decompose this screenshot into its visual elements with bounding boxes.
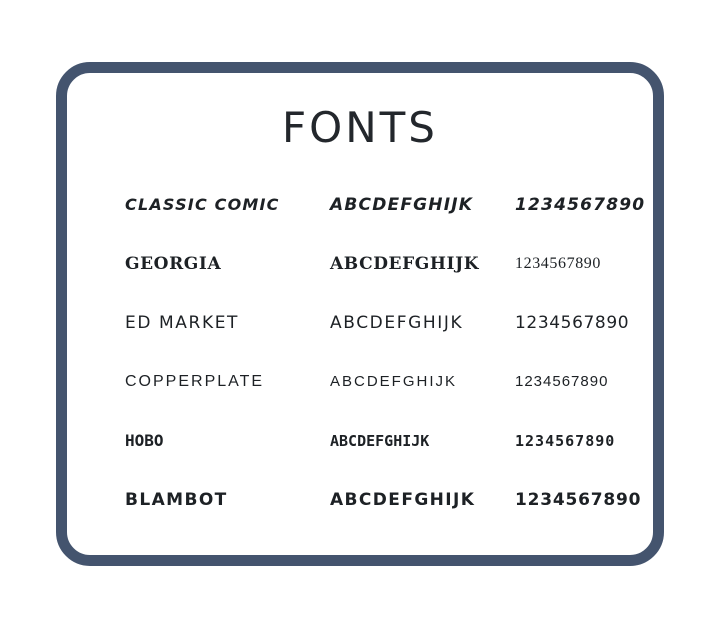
font-alphabet-sample: ABCDEFGHIJK	[330, 253, 480, 274]
list-item	[111, 411, 616, 470]
list-item	[111, 470, 642, 529]
font-name: ED MARKET	[125, 312, 240, 333]
font-name: HOBO	[125, 431, 164, 451]
font-alphabet-sample: ABCDEFGHIJK	[330, 373, 458, 391]
list-item	[111, 293, 630, 352]
font-alphabet-sample: ABCDEFGHIJK	[330, 312, 464, 333]
font-name: GEORGIA	[125, 253, 222, 274]
list-item	[111, 175, 646, 234]
font-numeral-sample: 1234567890	[515, 489, 642, 510]
font-name: BLAMBOT	[125, 489, 228, 510]
font-numeral-sample: 1234567890	[515, 312, 630, 333]
font-numeral-sample: 1234567890	[515, 254, 601, 272]
page-title: FONTS	[282, 103, 438, 152]
fonts-card	[56, 62, 664, 566]
font-name: COPPERPLATE	[125, 372, 265, 390]
font-alphabet-sample: ABCDEFGHIJK	[330, 489, 476, 510]
list-item	[111, 234, 609, 293]
font-specimen-list	[111, 175, 646, 529]
list-item	[111, 352, 609, 411]
fonts-card-inner	[67, 73, 653, 555]
font-numeral-sample: 1234567890	[515, 431, 616, 450]
font-numeral-sample: 1234567890	[515, 373, 609, 391]
font-alphabet-sample: ABCDEFGHIJK	[330, 194, 474, 215]
font-alphabet-sample: ABCDEFGHIJK	[330, 431, 430, 450]
font-numeral-sample: 1234567890	[515, 194, 646, 215]
font-name: CLASSIC COMIC	[125, 195, 280, 215]
